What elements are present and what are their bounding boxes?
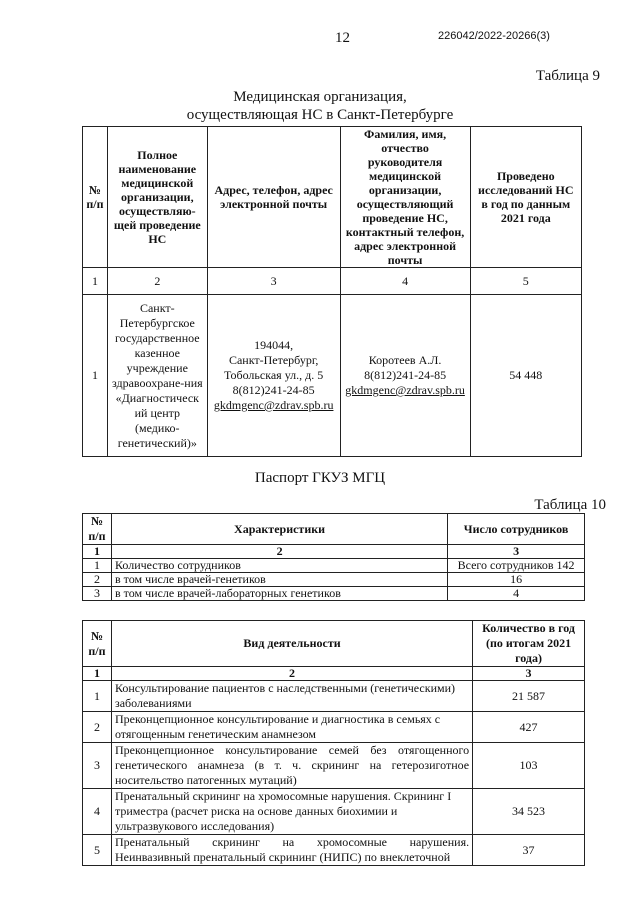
table10-colnum: 3 <box>448 545 585 559</box>
row-num: 5 <box>83 835 112 866</box>
row-characteristic: в том числе врачей-лабораторных генетиков <box>111 587 447 601</box>
table11-colnum: 2 <box>111 667 472 681</box>
row-num: 3 <box>83 587 112 601</box>
table-row <box>83 712 585 743</box>
table-row <box>83 835 585 866</box>
row-count: 21 587 <box>473 681 585 712</box>
table11-header-num: № п/п <box>83 621 112 667</box>
table-row <box>83 681 585 712</box>
row-count: 37 <box>473 835 585 866</box>
table10-header-characteristics: Характеристики <box>111 514 447 545</box>
table10-staff <box>82 513 585 601</box>
table9-title-line2: осуществляющая НС в Санкт-Петербурге <box>186 107 454 123</box>
row-count: 16 <box>448 573 585 587</box>
table9-title <box>0 88 640 124</box>
row-num: 2 <box>83 712 112 743</box>
table10-column-numbers <box>83 545 585 559</box>
address-street: Тобольская ул., д. 5 <box>224 368 324 382</box>
address-postcode: 194044, <box>254 338 294 352</box>
row-num: 4 <box>83 789 112 835</box>
row-count: 4 <box>448 587 585 601</box>
table10-heading: Паспорт ГКУЗ МГЦ <box>254 470 386 486</box>
head-name: Коротеев А.Л. <box>368 353 442 367</box>
row-characteristic: в том числе врачей-генетиков <box>111 573 447 587</box>
table9-colnum: 1 <box>83 268 108 295</box>
table11-column-numbers <box>83 667 585 681</box>
table9-colnum: 2 <box>107 268 207 295</box>
address-city: Санкт-Петербург, <box>228 353 319 367</box>
table-row <box>83 587 585 601</box>
row-activity: Преконцепционное консультирование семей без отягощенного генетического анамнеза (в т. ч. скрининг на гетерозиготное носительство патогенных мутаций) <box>111 743 472 789</box>
table9-header-row <box>83 127 582 268</box>
table-row <box>83 573 585 587</box>
row-num: 1 <box>83 681 112 712</box>
row-activity: Пренатальный скрининг на хромосомные нарушения. Неинвазивный пренатальный скрининг (НИПС) по внеклеточной <box>111 835 472 866</box>
table9-row-num: 1 <box>83 295 108 457</box>
address-email-link[interactable]: gkdmgenc@zdrav.spb.ru <box>213 398 334 412</box>
table10-header-row <box>83 514 585 545</box>
table9-row <box>83 295 582 457</box>
table9-head <box>340 295 470 457</box>
row-count: 34 523 <box>473 789 585 835</box>
row-count: Всего сотрудников 142 <box>448 559 585 573</box>
row-activity: Пренатальный скрининг на хромосомные нарушения. Скрининг I триместра (расчет риска на основе данных биохимии и ультразвукового исследования) <box>111 789 472 835</box>
row-num: 3 <box>83 743 112 789</box>
table9-colnum: 5 <box>470 268 581 295</box>
table9-studies: 54 448 <box>470 295 581 457</box>
table9-colnum: 3 <box>207 268 340 295</box>
table11-header-count: Количество в год (по итогам 2021 года) <box>473 621 585 667</box>
row-activity: Консультирование пациентов с наследственными (генетическими) заболеваниями <box>111 681 472 712</box>
table-row <box>83 559 585 573</box>
address-phone: 8(812)241-24-85 <box>232 383 315 397</box>
table10-header-num: № п/п <box>83 514 112 545</box>
head-phone: 8(812)241-24-85 <box>364 368 447 382</box>
table9-header-head: Фамилия, имя, отчество руководителя медицинской организации, осуществляющий проведение НС, контактный телефон, адрес электронной почты <box>340 127 470 268</box>
page-number: 12 <box>335 30 350 46</box>
table9-column-numbers <box>83 268 582 295</box>
table9-header-studies: Проведено исследований НС в год по данным 2021 года <box>470 127 581 268</box>
row-activity: Преконцепционное консультирование и диагностика в семьях с отягощенным генетическим анамнезом <box>111 712 472 743</box>
table-row <box>83 789 585 835</box>
row-characteristic: Количество сотрудников <box>111 559 447 573</box>
table10-label: Таблица 10 <box>534 497 606 513</box>
table-row <box>83 743 585 789</box>
table11-header-activity: Вид деятельности <box>111 621 472 667</box>
table9-title-line1: Медицинская организация, <box>233 89 407 105</box>
table9-header-num: № п/п <box>83 127 108 268</box>
table9-header-org: Полное наименование медицинской организации, осуществляю-щей проведение НС <box>107 127 207 268</box>
row-num: 1 <box>83 559 112 573</box>
table10-colnum: 1 <box>83 545 112 559</box>
table11-header-row <box>83 621 585 667</box>
table11-activities <box>82 620 585 866</box>
row-num: 2 <box>83 573 112 587</box>
table9-address <box>207 295 340 457</box>
table10-header-count: Число сотрудников <box>448 514 585 545</box>
table9-medical-organization <box>82 126 582 457</box>
table9-header-address: Адрес, телефон, адрес электронной почты <box>207 127 340 268</box>
row-count: 427 <box>473 712 585 743</box>
table11-colnum: 1 <box>83 667 112 681</box>
row-count: 103 <box>473 743 585 789</box>
table9-org-name: Санкт-Петербургское государственное казенное учреждение здравоохране-ния «Диагностическ ий центр (медико-генетический)» <box>107 295 207 457</box>
head-email-link[interactable]: gkdmgenc@zdrav.spb.ru <box>345 383 465 397</box>
table10-colnum: 2 <box>111 545 447 559</box>
document-number: 226042/2022-20266(3) <box>438 30 550 42</box>
table9-label: Таблица 9 <box>535 68 600 84</box>
table11-colnum: 3 <box>473 667 585 681</box>
table9-colnum: 4 <box>340 268 470 295</box>
